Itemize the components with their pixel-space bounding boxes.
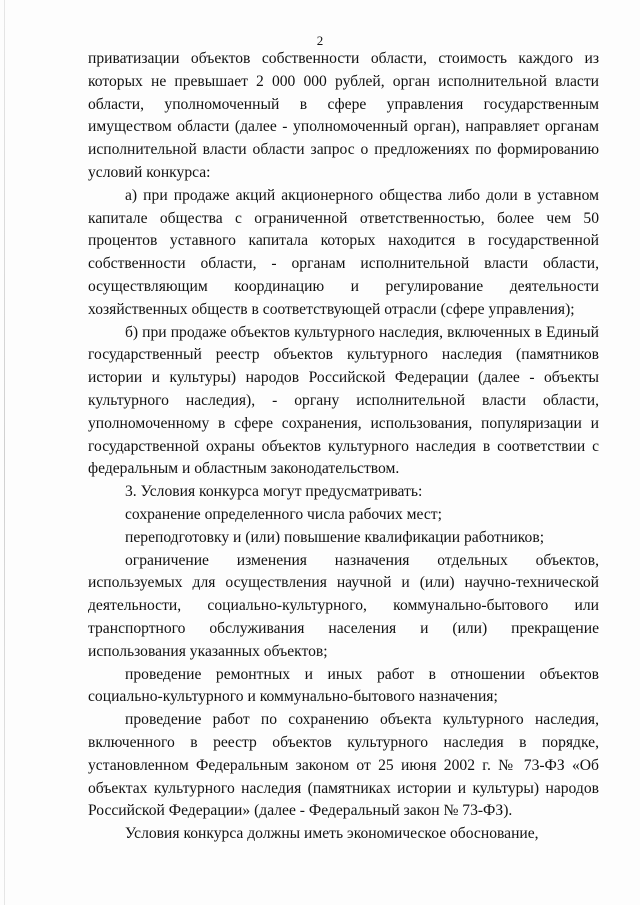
paragraph-condition-training: переподготовку и (или) повышение квалификации работников; [125, 528, 545, 546]
paragraph-condition-heritage: проведение работ по сохранению объекта культурного наследия, включенного в реестр объектов культурного наследия в порядке, установленном Федеральным законом от 25 июня 2002 г. № 73-ФЗ «Об объектах культурного наследия (памятниках истории и культуры) народов Российской Федерации» (далее - Федеральный закон № 73-ФЗ). [88, 711, 599, 820]
paragraph-condition-restriction: ограничение изменения назначения отдельных объектов, используемых для осуществления научной и (или) научно-технической деятельности, социально-культурного, коммунально-бытового или транспортного обслуживания населения и (или) прекращение использования указанных объектов; [88, 551, 599, 660]
page-number: 2 [316, 33, 324, 48]
paragraph-item-a: а) при продаже акций акционерного общества либо доли в уставном капитале общества с ограниченной ответственностью, более чем 50 процентов уставного капитала которых находится в государственной собственности области, - органам исполнительной власти области, осуществляющим координацию и регулирование деятельности хозяйственных обществ в соответствующей отрасли (сфере управления); [88, 186, 599, 318]
page-edge-shadow [4, 0, 5, 905]
paragraph-item-b: б) при продаже объектов культурного наследия, включенных в Единый государственный реестр объектов культурного наследия (памятников истории и культуры) народов Российской Федерации (далее - объекты культурного наследия), - органу исполнительной власти области, уполномоченному в сфере сохранения, использования, популяризации и государственной охраны объектов культурного наследия в соответствии с федеральным и областным законодательством. [88, 323, 599, 478]
paragraph-economic-justification: Условия конкурса должны иметь экономическое обоснование, [125, 825, 539, 843]
paragraph-condition-repairs: проведение ремонтных и иных работ в отношении объектов социально-культурного и коммунально-бытового назначения; [88, 665, 599, 706]
document-body [88, 48, 599, 846]
paragraph-section-3: 3. Условия конкурса могут предусматривать: [125, 483, 423, 501]
paragraph-continuation: приватизации объектов собственности области, стоимость каждого из которых не превышает 2 000 000 рублей, орган исполнительной власти области, уполномоченный в сфере управления государственным имуществом области (далее - уполномоченный орган), направляет органам исполнительной власти области запрос о предложениях по формированию условий конкурса: [88, 50, 599, 181]
paragraph-condition-jobs: сохранение определенного числа рабочих мест; [125, 505, 442, 523]
